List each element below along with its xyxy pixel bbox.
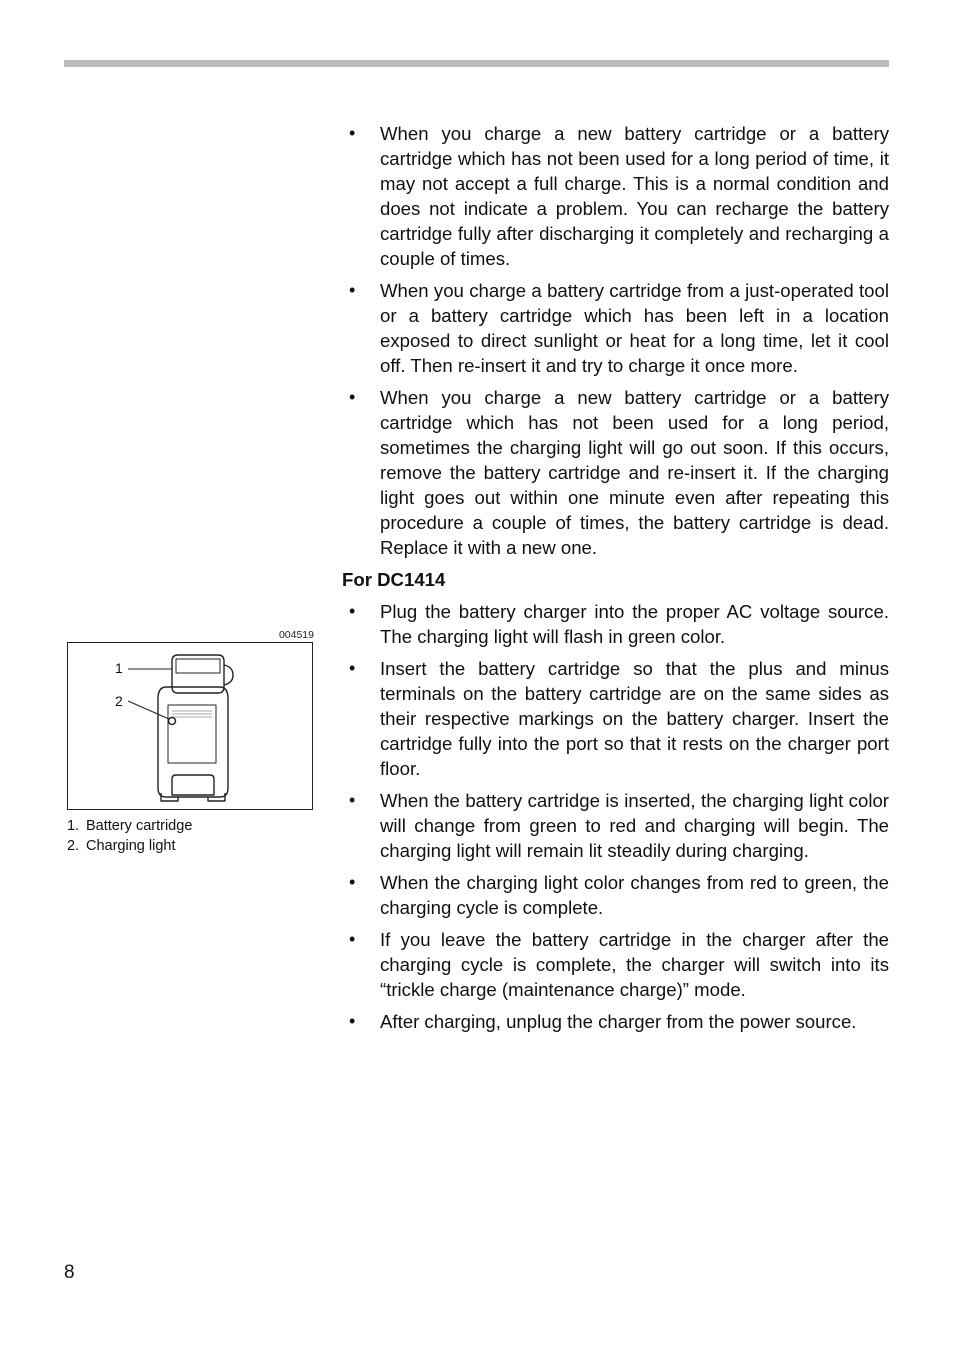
figure-charger-illustration xyxy=(67,642,313,810)
leader-line-2 xyxy=(128,701,169,719)
figure-captions xyxy=(67,816,192,856)
step-text: When the battery cartridge is inserted, the charging light color will change from green to red and charging will begin. The charging light will remain lit steadily during charging. xyxy=(380,790,889,861)
battery-latch xyxy=(224,665,233,685)
charger-front-port xyxy=(172,775,214,795)
list-item xyxy=(342,1009,889,1034)
list-item xyxy=(342,278,889,378)
caption-number: 1. xyxy=(67,818,80,834)
callout-2: 2 xyxy=(115,693,123,709)
bullet-icon: • xyxy=(349,601,356,621)
bullet-icon: • xyxy=(349,280,356,300)
caption-item xyxy=(67,836,192,856)
list-item xyxy=(342,121,889,271)
bullet-icon: • xyxy=(349,658,356,678)
bullet-icon: • xyxy=(349,872,356,892)
list-item xyxy=(342,599,889,649)
header-rule xyxy=(64,60,889,67)
page-number: 8 xyxy=(64,1262,75,1283)
bullet-icon: • xyxy=(349,929,356,949)
step-text: Plug the battery charger into the proper AC voltage source. The charging light will flash in green color. xyxy=(380,601,889,647)
bullet-icon: • xyxy=(349,123,356,143)
list-item xyxy=(342,870,889,920)
charging-light xyxy=(169,718,176,725)
note-text: When you charge a new battery cartridge or a battery cartridge which has not been used for a long period, sometimes the charging light will go out soon. If this occurs, remove the battery cartridge and re-insert it. If the charging light goes out within one minute even after repeating this procedure a couple of times, the battery cartridge is dead. Replace it with a new one. xyxy=(380,387,889,558)
figure-code: 004519 xyxy=(278,629,314,641)
bullet-icon: • xyxy=(349,1011,356,1031)
list-item xyxy=(342,385,889,560)
bullet-icon: • xyxy=(349,387,356,407)
battery-cartridge-top xyxy=(176,659,220,673)
caption-item xyxy=(67,816,192,836)
step-text: If you leave the battery cartridge in the charger after the charging cycle is complete, the charger will switch into its “trickle charge (maintenance charge)” mode. xyxy=(380,929,889,1000)
caption-text: Battery cartridge xyxy=(86,818,193,834)
section-heading: For DC1414 xyxy=(342,569,446,590)
step-text: When the charging light color changes from red to green, the charging cycle is complete. xyxy=(380,872,889,918)
note-text: When you charge a battery cartridge from a just-operated tool or a battery cartridge which has been left in a location exposed to direct sunlight or heat for a long time, let it cool off. Then re-insert it and try to charge it once more. xyxy=(380,280,889,376)
charger-drawing xyxy=(68,643,312,809)
caption-text: Charging light xyxy=(86,838,176,854)
callout-1: 1 xyxy=(115,660,123,676)
list-item xyxy=(342,927,889,1002)
notes-list xyxy=(342,121,889,560)
bullet-icon: • xyxy=(349,790,356,810)
steps-list xyxy=(342,599,889,1034)
main-text-column xyxy=(342,121,889,1041)
list-item xyxy=(342,788,889,863)
list-item xyxy=(342,656,889,781)
step-text: Insert the battery cartridge so that the plus and minus terminals on the battery cartridge are on the same sides as their respective markings on the battery charger. Insert the cartridge fully into the port so that it rests on the charger port floor. xyxy=(380,658,889,779)
step-text: After charging, unplug the charger from the power source. xyxy=(380,1011,857,1032)
caption-number: 2. xyxy=(67,838,80,854)
note-text: When you charge a new battery cartridge or a battery cartridge which has not been used for a long period of time, it may not accept a full charge. This is a normal condition and does not indicate a problem. You can recharge the battery cartridge fully after discharging it completely and recharging a couple of times. xyxy=(380,123,889,269)
